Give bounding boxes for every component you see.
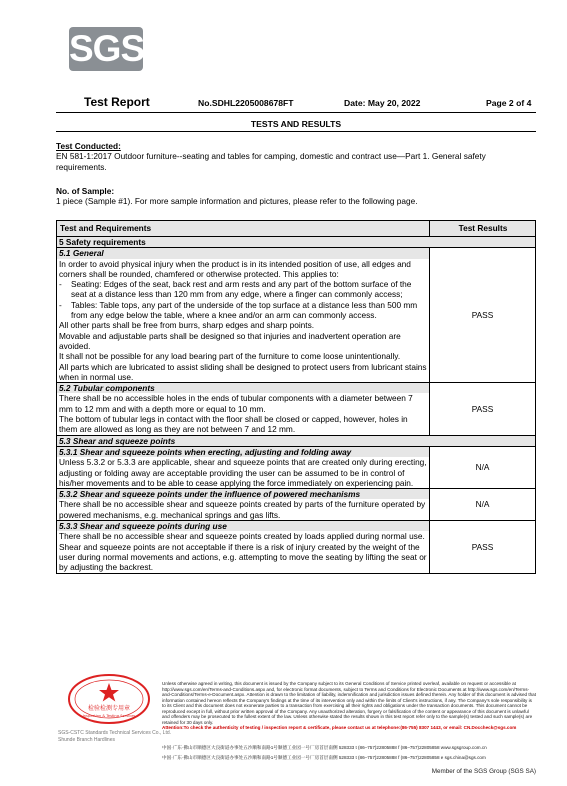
page-number: Page 2 of 4 bbox=[486, 98, 532, 108]
doc-title: Test Report bbox=[84, 95, 150, 109]
divider bbox=[56, 131, 536, 132]
table-row bbox=[57, 248, 536, 383]
table-row bbox=[57, 521, 536, 573]
clause-text: In order to avoid physical injury when the product is in its intended position of use, all edges and corners shall be rounded, chamfered or otherwise protected. This applies to: bbox=[59, 258, 411, 279]
requirement-cell bbox=[57, 489, 430, 521]
clause-text: All parts which are lubricated to assist sliding shall be designed to protect users from lubricant stains when in normal use. bbox=[59, 361, 427, 382]
col-requirements-header: Test and Requirements bbox=[57, 221, 430, 237]
company-name: SGS-CSTC Standards Technical Services Co., Ltd. bbox=[58, 730, 172, 736]
result-cell: PASS bbox=[430, 521, 536, 573]
member-note: Member of the SGS Group (SGS SA) bbox=[431, 768, 536, 775]
result-cell: PASS bbox=[430, 383, 536, 435]
clause-text: Shear and squeeze points are not acceptable if there is a risk of injury created by the weight of the user during normal movements and actions, e.g. attempting to move the seating by lifting the seat or by adjusting the backrest. bbox=[59, 541, 427, 573]
authenticity-notice: Attention:To check the authenticity of testing / inspection report & certificate, please contact us at telephone:(86-755) 8307 1443, or email: CN.Doccheck@sgs.com bbox=[162, 725, 517, 730]
requirement-cell bbox=[57, 248, 430, 383]
requirement-cell bbox=[57, 446, 430, 488]
clause-title: 5.1 General bbox=[57, 248, 429, 258]
sample-label: No. of Sample: bbox=[56, 186, 115, 196]
divider bbox=[56, 112, 536, 113]
col-results-header: Test Results bbox=[430, 221, 536, 237]
test-conducted bbox=[56, 141, 536, 172]
section-title: TESTS AND RESULTS bbox=[250, 119, 342, 129]
clause-text: The bottom of tubular legs in contact with the floor shall be closed or capped, however, holes in them are allowed as long as they are not between 7 and 12 mm. bbox=[59, 414, 408, 435]
list-item: - Seating: Edges of the seat, back rest and arm rests and any part of the bottom surface of the seat at a distance less than 120 mm from any edge, where a finger can commonly access; bbox=[59, 279, 412, 300]
svg-text:检验检测专用章: 检验检测专用章 bbox=[87, 705, 131, 712]
address-line: 中国·广东·佛山市顺德区大良街道办事处五沙顺和南路1号顺德工业园一号厂房首层南侧 528333 t (86–757)22805888 f (86–757)22805858 www.sgsgroup.com.cn bbox=[162, 745, 487, 750]
result-cell: PASS bbox=[430, 248, 536, 383]
clause-title: 5.3.1 Shear and squeeze points when erecting, adjusting and folding away bbox=[57, 447, 429, 457]
requirement-cell bbox=[57, 383, 430, 435]
result-cell: N/A bbox=[430, 489, 536, 521]
svg-text:Inspection & Testing Services: Inspection & Testing Services bbox=[82, 714, 136, 718]
branch-name: Shunde Branch Hardlines bbox=[58, 737, 115, 743]
section-heading: 5 Safety requirements bbox=[57, 237, 536, 248]
clause-text: There shall be no accessible shear and squeeze points created by parts of the furniture operated by powered mechanisms, e.g. mechanical springs and gas lifts. bbox=[59, 499, 426, 520]
address-line: 中国·广东·佛山市顺德区大良街道办事处五沙顺和南路1号顺德工业园一号厂房首层南侧 528333 t (86–757)22805888 f (86–757)22805858 e sgs.china@sgs.com bbox=[162, 755, 486, 760]
clause-text: Unless 5.3.2 or 5.3.3 are applicable, shear and squeeze points that are created only during erecting, adjusting or folding away are acceptable providing the user can be assumed to be in control of his/her movements and to be able to cease applying the force immediately on experiencing pain. bbox=[59, 457, 427, 488]
clause-title: 5.3.2 Shear and squeeze points under the influence of powered mechanisms bbox=[57, 489, 429, 499]
seal-stamp-icon bbox=[63, 672, 155, 726]
table-row bbox=[57, 489, 536, 521]
sgs-logo: SGS bbox=[69, 28, 145, 69]
table-row bbox=[57, 446, 536, 488]
sample-info bbox=[56, 186, 536, 207]
sample-text: 1 piece (Sample #1). For more sample information and pictures, please refer to the following page. bbox=[56, 196, 418, 207]
disclaimer: Unless otherwise agreed in writing, this document is issued by the Company subject to its General Conditions of Service printed overleaf, available on request or accessible at http://www.sgs.com/en/Terms-and-Conditions.aspx and, for electronic format documents, subject to Terms and Conditions for Electronic Documents at http://www.sgs.com/en/Terms-and-Conditions/Terms-e-Document.aspx. Attention is drawn to the limitation of liability, indemnification and jurisdiction issues defined therein. Any holder of this document is advised that information contained hereon reflects the Company's findings at the time of its intervention only and within the limits of Client's instructions, if any. The Company's sole responsibility is to its Client and this document does not exonerate parties to a transaction from exercising all their rights and obligations under the transaction documents. This document cannot be reproduced except in full, without prior written approval of the Company. Any unauthorized alteration, forgery or falsification of the content or appearance of this document is unlawful and offenders may be prosecuted to the fullest extent of the law. Unless otherwise stated the results shown in this test report refer only to the sample(s) tested and such sample(s) are retained for 30 days only. Attention:To check the authenticity of testing / inspection report & certificate, please contact us at telephone:(86-755) 8307 1443, or email: CN.Doccheck@sgs.com bbox=[162, 681, 536, 730]
list-item: - Tables: Table tops, any part of the underside of the top surface at a distance less than 500 mm from any edge below the table, where a knee and/or an arm can commonly access. bbox=[59, 299, 418, 321]
clause-text: There shall be no accessible holes in the ends of tubular components with a diameter between 7 mm to 12 mm and with a depth more or equal to 10 mm. bbox=[59, 393, 413, 414]
clause-title: 5.3 Shear and squeeze points bbox=[57, 435, 536, 446]
report-date: Date: May 20, 2022 bbox=[344, 98, 421, 108]
clause-title: 5.2 Tubular components bbox=[57, 383, 429, 393]
results-table bbox=[56, 220, 536, 574]
clause-text: It shall not be possible for any load bearing part of the furniture to come loose unintentionally. bbox=[59, 351, 401, 362]
clause-title: 5.3.3 Shear and squeeze points during use bbox=[57, 521, 429, 531]
clause-text: Movable and adjustable parts shall be designed so that injuries and inadvertent operation are avoided. bbox=[59, 330, 401, 351]
clause-text: There shall be no accessible shear and squeeze points created by loads applied during normal use. bbox=[59, 531, 425, 542]
table-row bbox=[57, 383, 536, 435]
result-cell: N/A bbox=[430, 446, 536, 488]
clause-text: All other parts shall be free from burrs, sharp edges and sharp points. bbox=[59, 320, 315, 331]
requirement-cell bbox=[57, 521, 430, 573]
test-conducted-text: EN 581-1:2017 Outdoor furniture--seating and tables for camping, domestic and contract use—Part 1. General safety requirements. bbox=[56, 151, 486, 172]
test-conducted-label: Test Conducted: bbox=[56, 141, 121, 151]
report-number: No.SDHL2205008678FT bbox=[198, 98, 294, 108]
